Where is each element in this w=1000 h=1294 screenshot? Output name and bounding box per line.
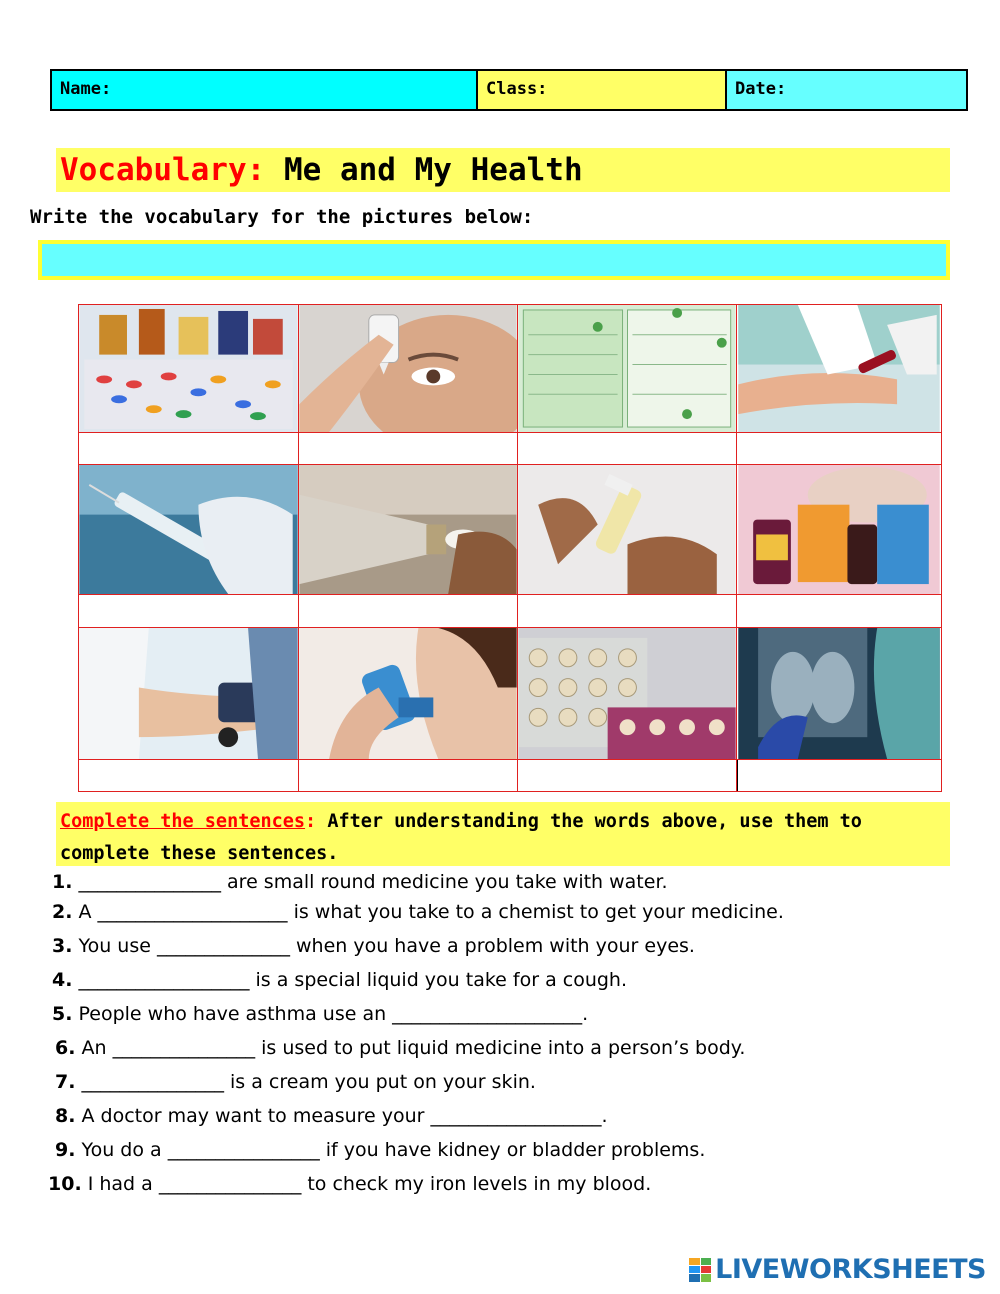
picture-10 (299, 628, 518, 760)
sentence-number: 4. (52, 969, 73, 991)
sentence-10 (48, 1173, 651, 1195)
page-title (56, 148, 950, 192)
picture-grid (78, 304, 942, 792)
answer-cell-9[interactable] (79, 760, 299, 791)
sentence-number: 10. (48, 1173, 82, 1195)
picture-6 (299, 465, 518, 595)
sentence-number: 8. (55, 1105, 76, 1127)
sentence-number: 9. (55, 1139, 76, 1161)
sentence-8 (55, 1105, 608, 1127)
picture-2 (299, 305, 518, 433)
xray-icon (737, 628, 941, 759)
eye-drops-icon (299, 305, 517, 432)
answer-cell-5[interactable] (79, 595, 299, 628)
inhaler-icon (299, 628, 517, 759)
sentence-number: 2. (52, 901, 73, 923)
sentence-number: 1. (52, 871, 73, 893)
logo-mark-icon (689, 1258, 711, 1282)
tablets-blister-icon (518, 628, 736, 759)
picture-4 (737, 305, 941, 433)
sentence-text: _______________ are small round medicine you take with water. (72, 871, 668, 893)
sentence-text: An _______________ is used to put liquid medicine into a person’s body. (75, 1037, 746, 1059)
urine-sample-icon (518, 465, 736, 594)
syringe-injection-icon (79, 465, 298, 594)
sentence-4 (52, 969, 627, 991)
sentence-6 (55, 1037, 745, 1059)
instruction-text: Write the vocabulary for the pictures below: (30, 206, 534, 228)
answer-cell-6[interactable] (299, 595, 518, 628)
answer-cell-3[interactable] (518, 433, 737, 465)
blood-pressure-icon (79, 628, 298, 759)
sentence-text: A doctor may want to measure your __________________. (75, 1105, 608, 1127)
picture-3 (518, 305, 737, 433)
word-bank-box[interactable] (38, 240, 950, 280)
sentence-text: You use ______________ when you have a problem with your eyes. (72, 935, 695, 957)
complete-colon: : (305, 811, 317, 832)
pills-bottles-icon (79, 305, 298, 432)
liveworksheets-logo (689, 1254, 986, 1285)
sentence-text: You do a ________________ if you have kidney or bladder problems. (75, 1139, 706, 1161)
sentence-text: A ____________________ is what you take to a chemist to get your medicine. (72, 901, 784, 923)
picture-8 (737, 465, 941, 595)
date-field[interactable]: Date: (727, 71, 966, 109)
blood-test-icon (737, 305, 941, 432)
prescription-form-icon (518, 305, 736, 432)
cream-tube-icon (299, 465, 517, 594)
answer-cell-1[interactable] (79, 433, 299, 465)
sentence-number: 6. (55, 1037, 76, 1059)
sentence-2 (52, 901, 784, 923)
student-info-table (50, 69, 968, 111)
picture-5 (79, 465, 299, 595)
title-main: Me and My Health (283, 152, 583, 188)
answer-cell-7[interactable] (518, 595, 737, 628)
sentence-1 (52, 871, 668, 893)
cough-syrup-icon (737, 465, 941, 594)
class-field[interactable]: Class: (478, 71, 727, 109)
complete-label: Complete the sentences (60, 811, 306, 832)
sentence-number: 5. (52, 1003, 73, 1025)
answer-cell-10[interactable] (299, 760, 518, 791)
complete-text: After understanding the words above, use them to complete these sentences. (60, 811, 862, 864)
sentence-number: 7. (55, 1071, 76, 1093)
sentence-text: _______________ is a cream you put on your skin. (75, 1071, 536, 1093)
answer-cell-11[interactable] (518, 760, 737, 791)
logo-text: LIVEWORKSHEETS (715, 1254, 986, 1285)
picture-7 (518, 465, 737, 595)
sentence-3 (52, 935, 695, 957)
sentence-text: I had a _______________ to check my iron levels in my blood. (81, 1173, 652, 1195)
sentence-5 (52, 1003, 588, 1025)
sentence-7 (55, 1071, 536, 1093)
name-field[interactable]: Name: (52, 71, 478, 109)
sentence-9 (55, 1139, 705, 1161)
answer-cell-12[interactable] (737, 760, 941, 791)
answer-cell-8[interactable] (737, 595, 941, 628)
picture-9 (79, 628, 299, 760)
title-prefix: Vocabulary: (60, 152, 266, 188)
sentence-text: __________________ is a special liquid you take for a cough. (72, 969, 628, 991)
complete-instructions (56, 802, 950, 866)
answer-cell-2[interactable] (299, 433, 518, 465)
sentence-number: 3. (52, 935, 73, 957)
picture-12 (737, 628, 941, 760)
answer-cell-4[interactable] (737, 433, 941, 465)
sentence-text: People who have asthma use an ____________________. (72, 1003, 589, 1025)
picture-11 (518, 628, 737, 760)
picture-1 (79, 305, 299, 433)
